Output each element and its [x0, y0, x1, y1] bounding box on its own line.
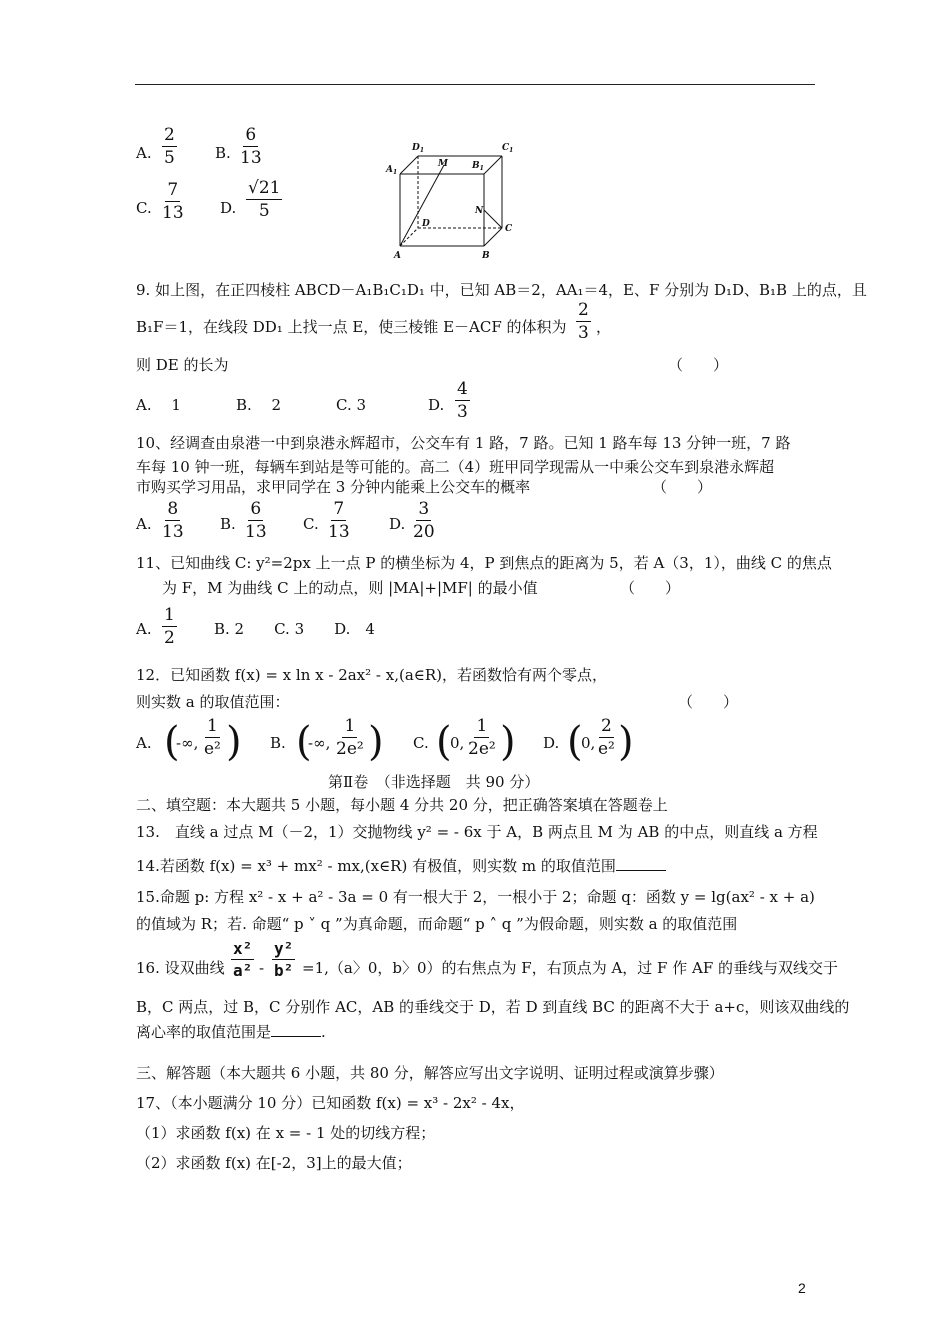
q12-option-d-rparen: ): [618, 719, 634, 765]
q9-option-d-fraction: $\frac{4}{3}$: [457, 379, 468, 422]
q10-option-d-fraction: $\frac{3}{20}$: [413, 499, 435, 542]
q15-line2: 的值域为 R；若. 命题“ p ˅ q ”为真命题，而命题“ p ˄ q ”为假命题，则实数 a 的取值范围: [136, 915, 738, 933]
q8-option-c-label: C.: [136, 199, 152, 217]
q12-option-d-left: 0,: [581, 734, 596, 752]
q9-line3: 则 DE 的长为: [136, 356, 229, 374]
q12-option-a-lparen: (: [164, 719, 180, 765]
q10-answer-paren: （ ）: [652, 478, 713, 496]
label-n: N: [475, 206, 484, 216]
q12-option-d-fraction: $\frac{2}{\text{e²}}$: [598, 716, 615, 759]
header-rule: [135, 84, 815, 85]
edge-a1d1: [400, 156, 418, 174]
q10-option-a-label: A.: [136, 515, 152, 533]
q17-line1: 17、（本小题满分 10 分）已知函数 f(x) = x³ - 2x² - 4x，: [136, 1094, 525, 1112]
q12-option-b-fraction: $\frac{1}{\text{2e²}}$: [336, 716, 364, 759]
q14-answer-blank: [616, 858, 666, 871]
q8-option-d-label: D.: [220, 199, 237, 217]
q13-text: 13. 直线 a 过点 M（－2，1）交抛物线 y² = - 6x 于 A，B 两点且 M 为 AB 的中点，则直线 a 方程: [136, 823, 818, 841]
q10-option-c-label: C.: [303, 515, 319, 533]
q8-option-c-fraction: $\frac{7}{13}$: [162, 180, 184, 223]
q15-line1: 15.命题 p: 方程 x² - x + a² - 3a = 0 有一根大于 2，一根小于 2；命题 q：函数 y = lg(ax² - x + a): [136, 888, 815, 906]
q12-option-b-left: -∞,: [308, 734, 331, 752]
label-m: M: [438, 159, 448, 169]
q12-option-c-left: 0,: [450, 734, 465, 752]
q12-option-b-rparen: ): [368, 719, 384, 765]
q12-line2: 则实数 a 的取值范围：: [136, 693, 290, 711]
q11-line2: 为 F，M 为曲线 C 上的动点，则 |MA|+|MF| 的最小值: [162, 579, 538, 597]
q11-options-rest: B. 2 C. 3 D. 4: [214, 620, 375, 638]
q10-option-d-label: D.: [389, 515, 406, 533]
q16-answer-blank: [271, 1024, 321, 1037]
q14-text: 14.若函数 f(x) = x³ + mx² - mx,(x∈R) 有极值，则实数 m 的取值范围: [136, 858, 666, 874]
q9-line2-end: ，: [596, 318, 612, 336]
q8-option-a-label: A.: [136, 144, 152, 162]
label-c: C: [505, 224, 513, 234]
q12-option-c-lparen: (: [436, 719, 452, 765]
q16-prefix: 16. 设双曲线: [136, 959, 225, 977]
q9-option-c: C. 3: [336, 396, 367, 414]
page-number: 2: [798, 1280, 806, 1296]
label-a: A: [394, 251, 401, 261]
q8-option-b-label: B.: [215, 144, 231, 162]
q16-line2: B，C 两点，过 B，C 分别作 AC，AB 的垂线交于 D，若 D 到直线 BC 的距离不大于 a+c，则该双曲线的: [136, 998, 850, 1016]
label-c1: $C_1$: [502, 143, 514, 154]
q10-line1: 10、经调查由泉港一中到泉港永辉超市，公交车有 1 路，7 路。已知 1 路车每 13 分钟一班，7 路: [136, 434, 791, 452]
q11-answer-paren: （ ）: [620, 579, 681, 597]
section-2-title: 第Ⅱ卷 （非选择题 共 90 分）: [328, 773, 540, 791]
q10-option-b-fraction: $\frac{6}{13}$: [245, 499, 267, 542]
q10-option-c-fraction: $\frac{7}{13}$: [328, 499, 350, 542]
label-d: D: [422, 219, 430, 229]
segment-nc: [484, 210, 502, 228]
fill-in-heading: 二、填空题：本大题共 5 小题，每小题 4 分共 20 分，把正确答案填在答题卷上: [136, 796, 668, 814]
label-b1: $B_1$: [472, 161, 484, 172]
q16-x-fraction: $\frac{\text{x²}}{\text{a²}}$: [233, 939, 253, 980]
q9-option-d: D.: [428, 396, 445, 414]
q16-minus: -: [259, 959, 265, 977]
q10-line2: 车每 10 钟一班，每辆车到站是等可能的。高二（4）班甲同学现需从一中乘公交车到泉港永辉超: [136, 458, 775, 476]
q9-option-a: A. 1: [136, 396, 181, 414]
q10-option-b-label: B.: [220, 515, 236, 533]
segment-am: [400, 165, 444, 246]
q8-option-d-fraction: $\frac{√21}{5}$: [248, 178, 281, 221]
q16-line1-rest: =1,（a〉0，b〉0）的右焦点为 F，右顶点为 A，过 F 作 AF 的垂线与双线交于: [302, 959, 839, 977]
q12-option-c-fraction: $\frac{1}{\text{2e²}}$: [468, 716, 496, 759]
q8-option-b-fraction: $\frac{6}{13}$: [240, 125, 262, 168]
q12-option-a-fraction: $\frac{1}{\text{e²}}$: [204, 716, 221, 759]
q11-option-a-label: A.: [136, 620, 152, 638]
q8-option-a-fraction: $\frac{2}{5}$: [164, 125, 175, 168]
q12-option-d-label: D.: [543, 734, 560, 752]
q12-option-c-label: C.: [413, 734, 429, 752]
q10-line3: 市购买学习用品，求甲同学在 3 分钟内能乘上公交车的概率: [136, 478, 531, 496]
q11-option-a-fraction: $\frac{1}{2}$: [164, 605, 175, 648]
q12-option-b-label: B.: [270, 734, 286, 752]
q11-line1: 11、已知曲线 C: y²=2px 上一点 P 的横坐标为 4，P 到焦点的距离为 5，若 A（3，1），曲线 C 的焦点: [136, 554, 832, 572]
q16-y-fraction: $\frac{\text{y²}}{\text{b²}}$: [274, 939, 294, 980]
edge-bc: [484, 228, 502, 246]
prism-figure: [382, 138, 522, 262]
q10-option-a-fraction: $\frac{8}{13}$: [162, 499, 184, 542]
label-a1: $A_1$: [386, 165, 398, 176]
q12-option-a-label: A.: [136, 734, 152, 752]
q9-answer-paren: （ ）: [668, 356, 729, 374]
edge-b1c1: [484, 156, 502, 174]
q9-option-b: B. 2: [236, 396, 282, 414]
q12-option-b-lparen: (: [296, 719, 312, 765]
q9-line2: B₁F＝1，在线段 DD₁ 上找一点 E，使三棱锥 E－ACF 的体积为: [136, 318, 567, 336]
q12-answer-paren: （ ）: [678, 693, 739, 711]
q17-part2: （2）求函数 f(x) 在[-2，3]上的最大值；: [136, 1154, 412, 1172]
edge-ad: [400, 228, 418, 246]
q9-volume-fraction: $\frac{2}{3}$: [578, 300, 589, 343]
q16-line3: 离心率的取值范围是 .: [136, 1023, 326, 1041]
q12-option-a-left: -∞,: [176, 734, 199, 752]
label-d1: $D_1$: [412, 143, 424, 154]
q9-line1: 9. 如上图，在正四棱柱 ABCD－A₁B₁C₁D₁ 中，已知 AB＝2，AA₁＝4，E、F 分别为 D₁D、B₁B 上的点，且: [136, 281, 867, 299]
label-b: B: [482, 251, 490, 261]
q17-part1: （1）求函数 f(x) 在 x = - 1 处的切线方程；: [136, 1124, 436, 1142]
q12-option-d-lparen: (: [567, 719, 583, 765]
q12-line1: 12．已知函数 f(x) = x ln x - 2ax² - x,(a∈R)，若函数恰有两个零点，: [136, 666, 608, 684]
answer-section-heading: 三、解答题（本大题共 6 小题，共 80 分，解答应写出文字说明、证明过程或演算步骤）: [136, 1064, 724, 1082]
q12-option-c-rparen: ): [500, 719, 516, 765]
q12-option-a-rparen: ): [226, 719, 242, 765]
